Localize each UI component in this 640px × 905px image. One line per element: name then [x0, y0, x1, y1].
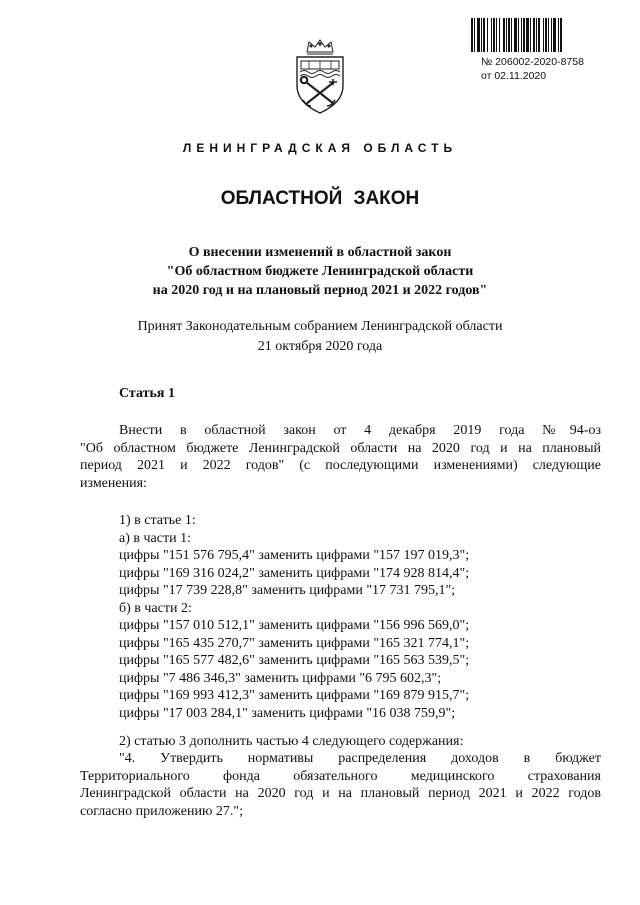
barcode-bar	[474, 18, 475, 52]
barcode-bar	[506, 18, 507, 52]
title-line: на 2020 год и на плановый период 2021 и 2022 годов"	[152, 283, 488, 298]
barcode-bar	[508, 18, 510, 52]
barcode-bar	[558, 18, 559, 52]
barcode-bar	[514, 18, 517, 52]
barcode-bar	[483, 18, 485, 52]
list-item: цифры "151 576 795,4" заменить цифрами "157 197 019,3";	[119, 548, 470, 563]
barcode-bar	[503, 18, 505, 52]
barcode-bar	[477, 18, 480, 52]
adoption-line: 21 октября 2020 года	[257, 339, 383, 354]
barcode-bar	[511, 18, 512, 52]
adoption-note	[0, 317, 640, 357]
region-name: ЛЕНИНГРАДСКАЯ ОБЛАСТЬ	[182, 141, 458, 155]
list-item: цифры "165 435 270,7" заменить цифрами "165 321 774,1";	[119, 635, 470, 651]
barcode	[469, 18, 597, 52]
barcode-bar	[481, 18, 482, 52]
paragraph-line: согласно приложению 27.";	[80, 803, 244, 819]
barcode-bar	[487, 18, 488, 52]
title-line: О внесении изменений в областной закон	[188, 245, 452, 260]
registration-stamp	[481, 55, 584, 83]
registration-number: № 206002-2020-8758	[481, 56, 584, 68]
barcode-bar	[533, 18, 535, 52]
registration-date: от 02.11.2020	[481, 70, 547, 82]
barcode-bar	[493, 18, 495, 52]
list-item: б) в части 2:	[119, 600, 192, 616]
paragraph-line: Территориального фонда обязательного медицинского страхования	[80, 768, 601, 784]
barcode-bar	[543, 18, 544, 52]
barcode-bar	[523, 18, 525, 52]
barcode-bar	[521, 18, 522, 52]
article-intro	[80, 422, 601, 492]
barcode-bar	[518, 18, 519, 52]
list-item: а) в части 1:	[119, 530, 191, 546]
document-type: ОБЛАСТНОЙ ЗАКОН	[220, 188, 420, 209]
barcode-bar	[551, 18, 552, 52]
barcode-bar	[471, 18, 473, 52]
barcode-bar	[548, 18, 549, 52]
list-item: цифры "17 739 228,8" заменить цифрами "17 731 795,1";	[119, 583, 456, 598]
title-line: "Об областном бюджете Ленинградской области	[166, 264, 474, 279]
barcode-bar	[499, 18, 500, 52]
paragraph-line: Ленинградской области на 2020 год и на плановый период 2021 и 2022 годов	[80, 786, 601, 801]
list-item: цифры "165 577 482,6" заменить цифрами "165 563 539,5";	[119, 653, 470, 668]
list-item: цифры "169 993 412,3" заменить цифрами "169 879 915,7";	[119, 688, 470, 703]
barcode-bar	[496, 18, 497, 52]
crown-icon	[307, 40, 333, 54]
barcode-bar	[553, 18, 556, 52]
amendments-list	[119, 512, 469, 722]
paragraph-line: изменения:	[80, 475, 147, 491]
barcode-bar	[560, 18, 562, 52]
barcode-bar	[545, 18, 547, 52]
adoption-line: Принят Законодательным собранием Ленинградской области	[137, 319, 503, 334]
barcode-bar	[538, 18, 540, 52]
list-item: цифры "157 010 512,1" заменить цифрами "156 996 569,0";	[119, 618, 470, 633]
barcode-bar	[491, 18, 492, 52]
article-heading: Статья 1	[119, 386, 175, 401]
list-item: 1) в статье 1:	[119, 513, 196, 528]
list-item: цифры "169 316 024,2" заменить цифрами "174 928 814,4";	[119, 565, 470, 581]
law-title	[0, 243, 640, 300]
barcode-bar	[530, 18, 531, 52]
list-item: цифры "7 486 346,3" заменить цифрами "6 795 602,3";	[119, 670, 442, 686]
paragraph-line: Внести в областной закон от 4 декабря 2019 года №94-оз	[119, 423, 601, 438]
list-item: 2) статью 3 дополнить частью 4 следующего содержания:	[119, 734, 464, 749]
coat-of-arms-emblem	[289, 38, 351, 116]
paragraph-line: "Об областном бюджете Ленинградской области на 2020 год и на плановый	[80, 440, 601, 456]
item-2-text	[80, 750, 601, 820]
barcode-bar	[536, 18, 537, 52]
paragraph-line: период 2021 и 2022 годов" (с последующими изменениями) следующие	[80, 458, 601, 473]
paragraph-line: "4. Утвердить нормативы распределения доходов в бюджет	[119, 751, 601, 766]
list-item: цифры "17 003 284,1" заменить цифрами "16 038 759,9";	[119, 705, 456, 721]
barcode-bar	[526, 18, 529, 52]
item-2-lead	[119, 733, 463, 751]
